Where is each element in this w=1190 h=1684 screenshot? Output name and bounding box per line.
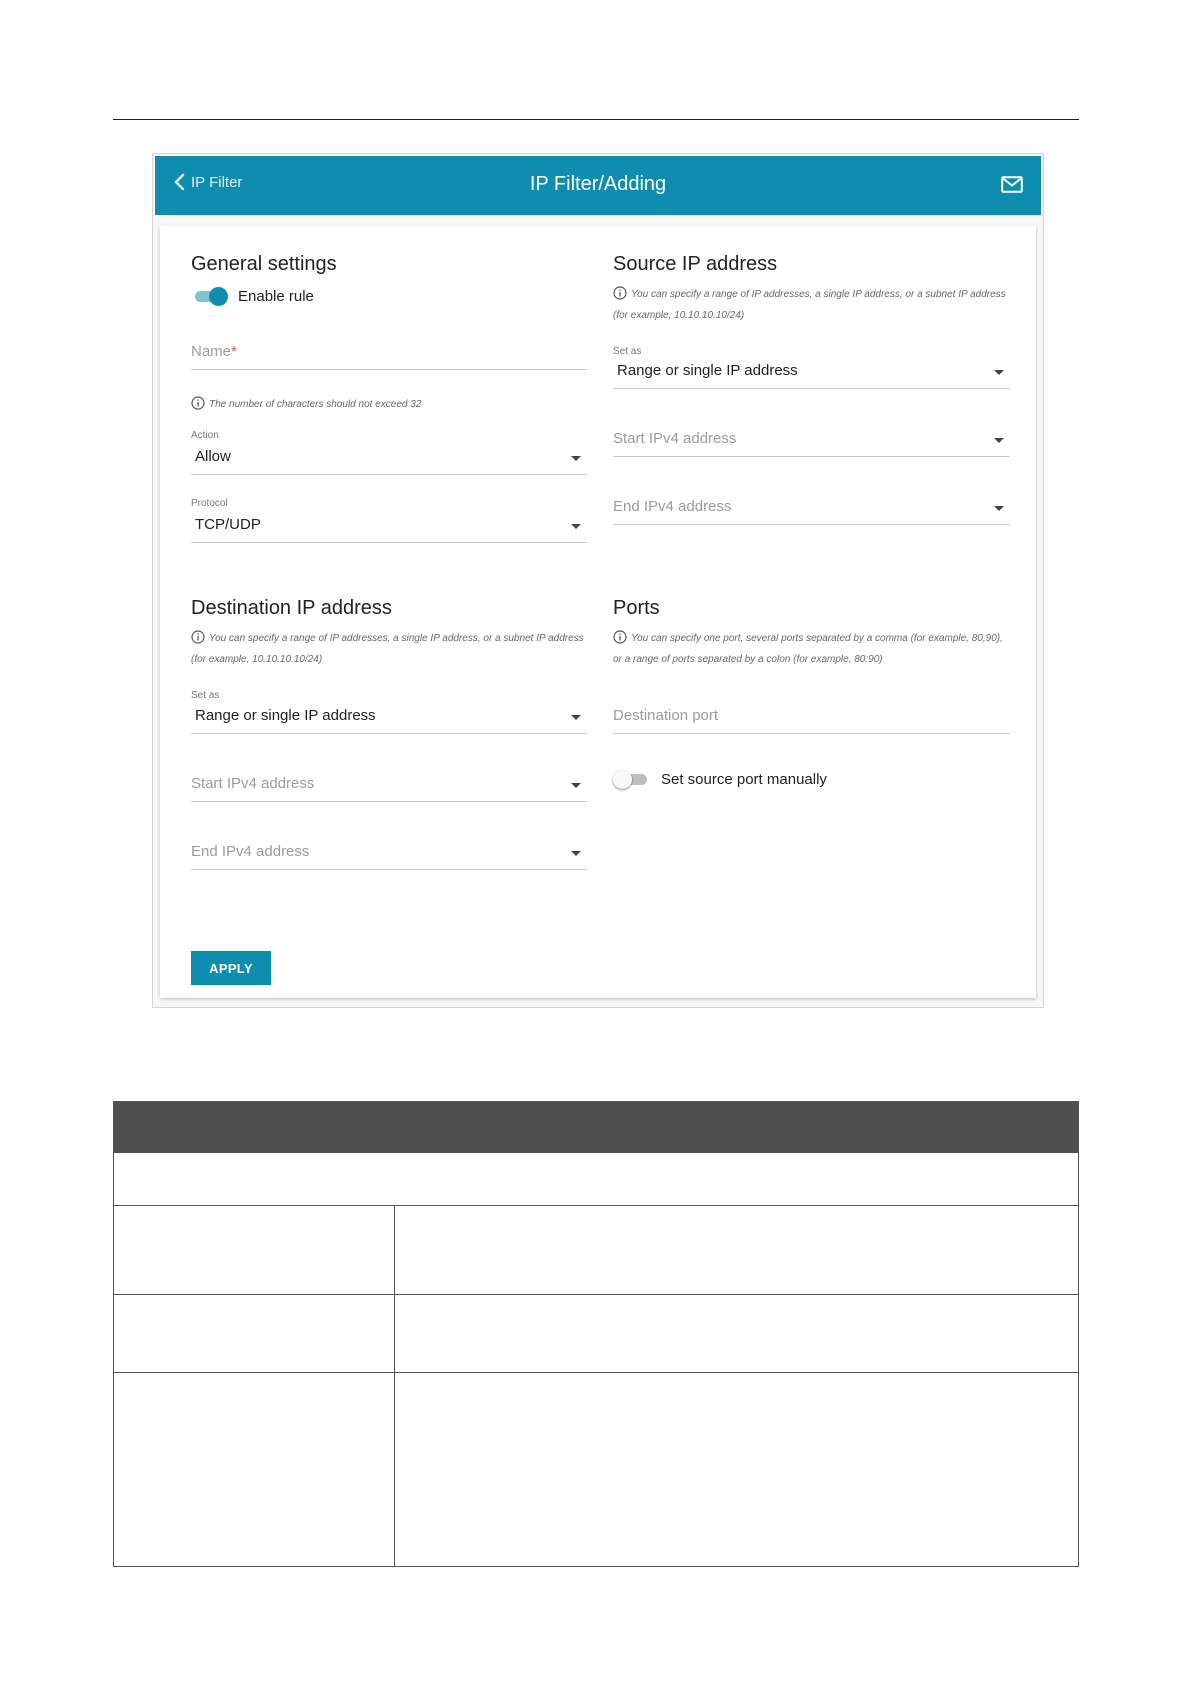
protocol-select[interactable]: [191, 510, 587, 543]
destination-start-ipv4-placeholder: Start IPv4 address: [191, 775, 315, 792]
action-label: Action: [191, 430, 219, 441]
source-ip-info: [613, 286, 1013, 325]
source-set-as-value: Range or single IP address: [617, 362, 798, 379]
name-placeholder: Name: [191, 343, 232, 360]
required-mark: *: [231, 343, 237, 360]
protocol-value: TCP/UDP: [195, 516, 261, 533]
table-row-divider: [114, 1205, 1078, 1206]
table-header: [114, 1102, 1078, 1153]
name-field[interactable]: [191, 337, 587, 370]
destination-set-as-select[interactable]: [191, 701, 587, 734]
action-select[interactable]: [191, 442, 587, 475]
source-start-ipv4-placeholder: Start IPv4 address: [613, 430, 737, 447]
dropdown-arrow-icon: [994, 438, 1004, 443]
destination-end-ipv4-field[interactable]: [191, 837, 587, 870]
source-ip-title: Source IP address: [613, 253, 778, 275]
back-link-label: IP Filter: [191, 173, 243, 191]
enable-rule-label: Enable rule: [238, 288, 314, 305]
enable-rule-toggle[interactable]: [193, 286, 229, 306]
protocol-label: Protocol: [191, 498, 228, 509]
destination-ip-info-text: You can specify a range of IP addresses, a single IP address, or a subnet IP address (for example, 10.10.10.10/24): [191, 633, 584, 665]
table-column-divider: [394, 1205, 395, 1566]
name-hint: [191, 396, 591, 417]
dropdown-arrow-icon: [571, 715, 581, 720]
info-icon: [613, 286, 627, 307]
general-settings-title: General settings: [191, 253, 337, 275]
source-port-manual-label: Set source port manually: [661, 771, 827, 788]
ports-info-text: You can specify one port, several ports separated by a comma (for example, 80,90), or a range of ports separated by a colon (for example, 80:90): [613, 633, 1003, 665]
dropdown-arrow-icon: [571, 524, 581, 529]
ports-info: [613, 630, 1013, 669]
ports-title: Ports: [613, 597, 660, 619]
destination-ip-title: Destination IP address: [191, 597, 392, 619]
destination-port-field[interactable]: [613, 701, 1010, 734]
destination-set-as-value: Range or single IP address: [195, 707, 376, 724]
page-title: IP Filter/Adding: [529, 173, 667, 195]
source-set-as-select[interactable]: [613, 356, 1010, 389]
source-start-ipv4-field[interactable]: [613, 424, 1010, 457]
source-ip-info-text: You can specify a range of IP addresses, a single IP address, or a subnet IP address (for example, 10.10.10.10/24): [613, 289, 1006, 321]
page-header: [155, 156, 1041, 215]
action-value: Allow: [195, 448, 231, 465]
info-icon: [613, 630, 627, 651]
info-icon: [191, 630, 205, 651]
dropdown-arrow-icon: [994, 506, 1004, 511]
destination-ip-info: [191, 630, 591, 669]
page-top-rule: [113, 119, 1079, 120]
apply-button[interactable]: APPLY: [191, 951, 271, 985]
source-end-ipv4-field[interactable]: [613, 492, 1010, 525]
destination-start-ipv4-field[interactable]: [191, 769, 587, 802]
source-port-manual-toggle[interactable]: [613, 769, 649, 789]
destination-end-ipv4-placeholder: End IPv4 address: [191, 843, 310, 860]
dropdown-arrow-icon: [571, 783, 581, 788]
dropdown-arrow-icon: [571, 851, 581, 856]
dropdown-arrow-icon: [994, 370, 1004, 375]
dropdown-arrow-icon: [571, 456, 581, 461]
destination-set-as-label: Set as: [191, 690, 220, 701]
form-card: [160, 226, 1036, 998]
source-set-as-label: Set as: [613, 346, 642, 357]
screenshot-frame: [152, 153, 1044, 1008]
name-hint-text: The number of characters should not exceed 32: [209, 399, 422, 410]
table-row-divider: [114, 1372, 1078, 1373]
destination-port-placeholder: Destination port: [613, 707, 719, 724]
table-row-divider: [114, 1294, 1078, 1295]
info-icon: [191, 396, 205, 417]
envelope-icon[interactable]: [1001, 176, 1023, 198]
source-end-ipv4-placeholder: End IPv4 address: [613, 498, 732, 515]
parameters-table: [113, 1101, 1079, 1567]
